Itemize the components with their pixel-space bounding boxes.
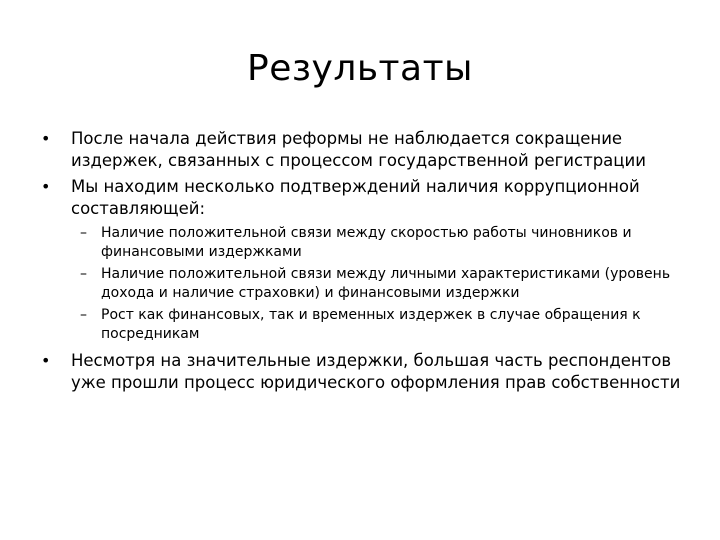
bullet-item-2 (38, 176, 688, 220)
sub-bullet-text: Наличие положительной связи между скоростью работы чиновников и финансовыми издержками (101, 225, 632, 260)
bullet-icon: • (41, 129, 51, 148)
sub-bullet-item-3 (80, 306, 688, 344)
bullet-text: Несмотря на значительные издержки, большая часть респондентов уже прошли процесс юридического оформления прав собственности (71, 351, 681, 392)
slide-content (38, 128, 688, 398)
bullet-text: После начала действия реформы не наблюдается сокращение издержек, связанных с процессом государственной регистрации (71, 129, 646, 170)
dash-icon: – (80, 307, 87, 323)
bullet-icon: • (41, 351, 51, 370)
bullet-item-1 (38, 128, 688, 172)
sub-bullet-list (38, 224, 688, 344)
dash-icon: – (80, 225, 87, 241)
slide-title: Результаты (247, 48, 473, 89)
sub-bullet-text: Наличие положительной связи между личными характеристиками (уровень дохода и наличие страховки) и финансовыми издержки (101, 266, 671, 301)
bullet-icon: • (41, 177, 51, 196)
sub-bullet-item-2 (80, 265, 688, 303)
bullet-item-3 (38, 350, 688, 394)
sub-bullet-text: Рост как финансовых, так и временных издержек в случае обращения к посредникам (101, 307, 641, 342)
dash-icon: – (80, 266, 87, 282)
bullet-text: Мы находим несколько подтверждений наличия коррупционной составляющей: (71, 177, 640, 218)
sub-bullet-item-1 (80, 224, 688, 262)
